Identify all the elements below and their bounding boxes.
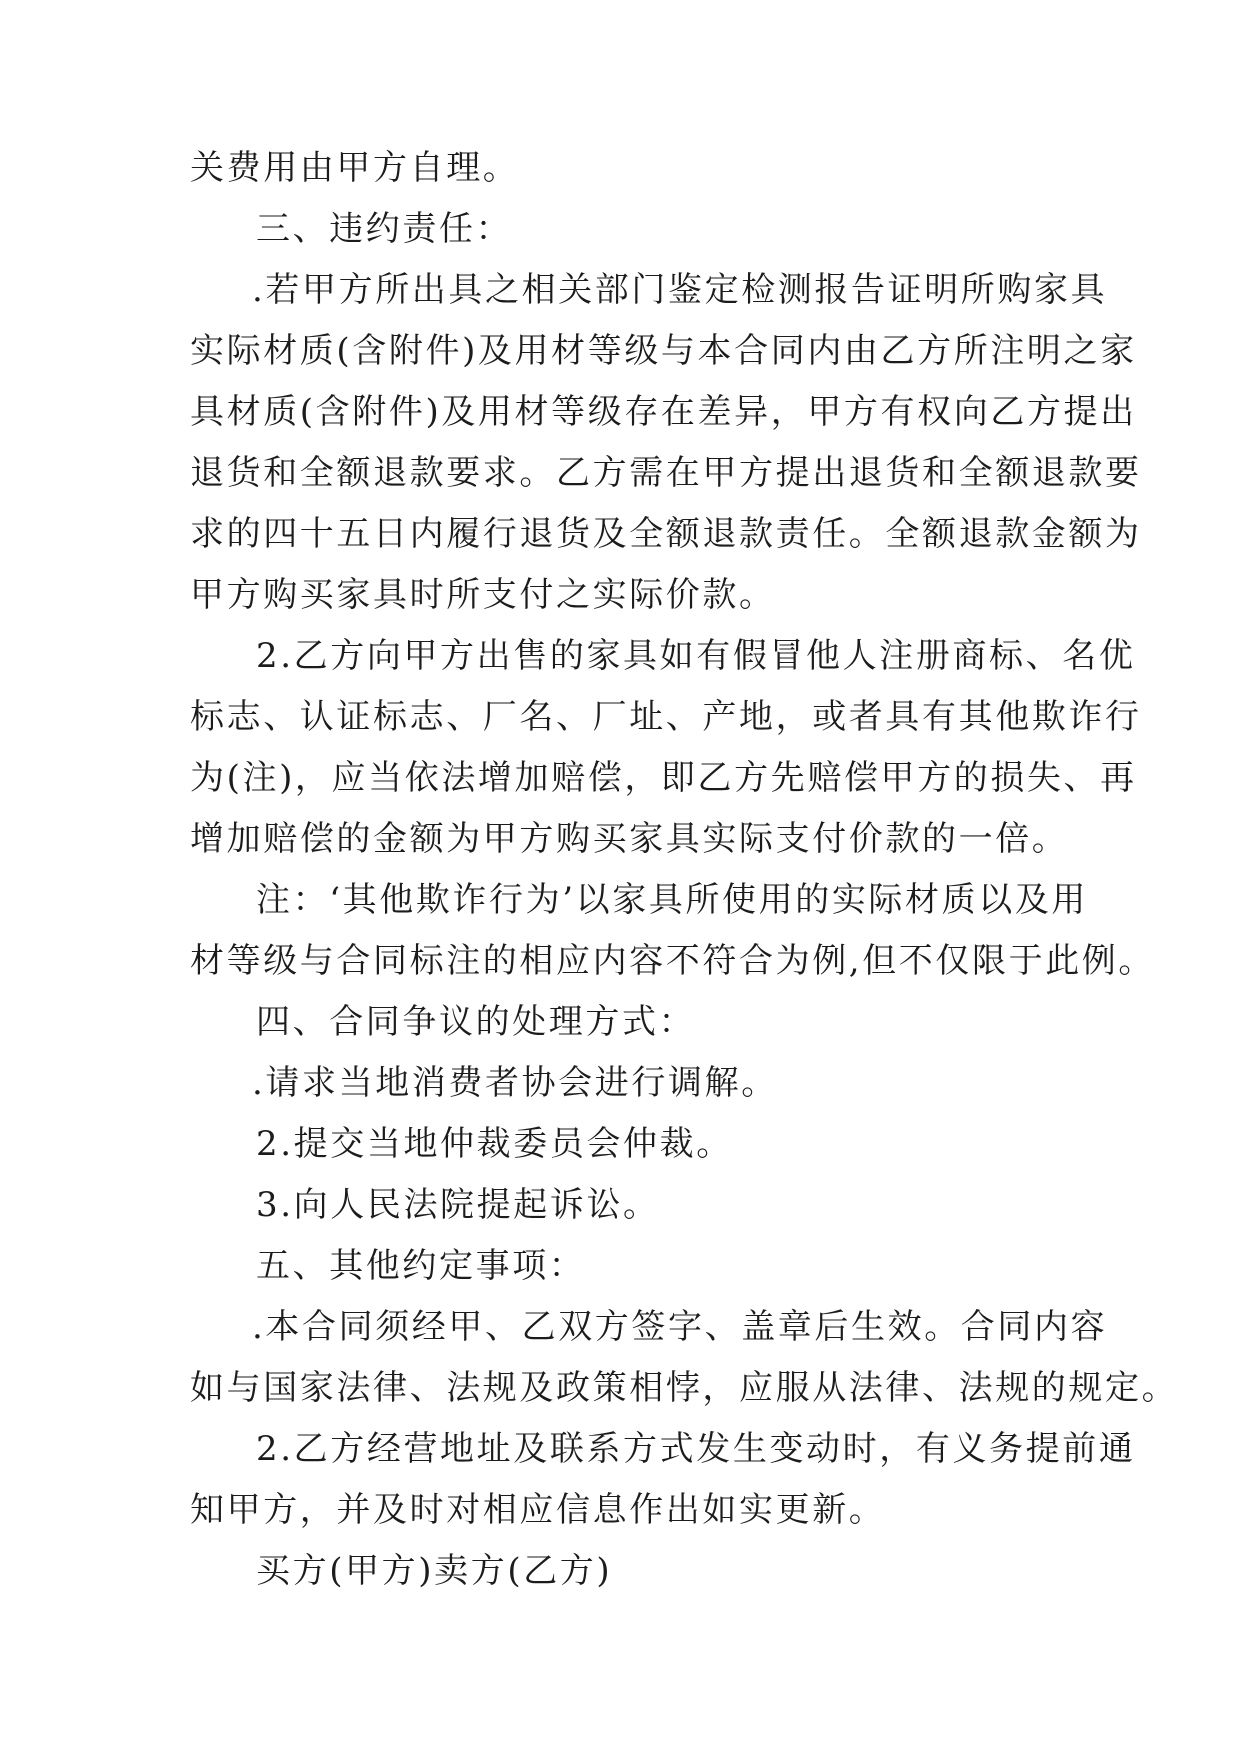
- text-line-7: 求的四十五日内履行退货及全额退款责任。全额退款金额为: [190, 514, 1142, 554]
- text-line-6: 退货和全额退款要求。乙方需在甲方提出退货和全额退款要: [190, 453, 1142, 493]
- text-line-4: 实际材质(含附件)及用材等级与本合同内由乙方所注明之家: [190, 331, 1137, 371]
- text-line-9: 2.乙方向甲方出售的家具如有假冒他人注册商标、名优: [256, 636, 1136, 676]
- list-item-3: 3.向人民法院提起诉讼。: [256, 1185, 660, 1225]
- note-line-1: 注：‘其他欺诈行为’以家具所使用的实际材质以及用: [256, 880, 1089, 920]
- text-line-22: 2.乙方经营地址及联系方式发生变动时，有义务提前通: [256, 1429, 1136, 1469]
- list-item-2: 2.提交当地仲裁委员会仲裁。: [256, 1124, 733, 1164]
- text-line-20: .本合同须经甲、乙双方签字、盖章后生效。合同内容: [252, 1307, 1108, 1347]
- section-heading-breach: 三、违约责任：: [256, 209, 513, 249]
- text-line-23: 知甲方，并及时对相应信息作出如实更新。: [190, 1490, 886, 1530]
- text-line-12: 增加赔偿的金额为甲方购买家具实际支付价款的一倍。: [190, 819, 1069, 859]
- signature-parties-line: 买方(甲方)卖方(乙方): [256, 1551, 613, 1591]
- section-heading-dispute: 四、合同争议的处理方式：: [256, 1002, 696, 1042]
- text-line-11: 为(注)，应当依法增加赔偿，即乙方先赔偿甲方的损失、再: [190, 758, 1137, 798]
- text-line-8: 甲方购买家具时所支付之实际价款。: [190, 575, 776, 615]
- text-line-21: 如与国家法律、法规及政策相悖，应服从法律、法规的规定。: [190, 1368, 1179, 1408]
- text-line-3: .若甲方所出具之相关部门鉴定检测报告证明所购家具: [252, 270, 1108, 310]
- list-item-1: .请求当地消费者协会进行调解。: [252, 1063, 778, 1103]
- text-line-10: 标志、认证标志、厂名、厂址、产地，或者具有其他欺诈行: [190, 697, 1142, 737]
- text-line-5: 具材质(含附件)及用材等级存在差异，甲方有权向乙方提出: [190, 392, 1137, 432]
- section-heading-other: 五、其他约定事项：: [256, 1246, 586, 1286]
- text-line-1: 关费用由甲方自理。: [190, 148, 520, 188]
- note-line-2: 材等级与合同标注的相应内容不符合为例,但不仅限于此例。: [190, 941, 1156, 981]
